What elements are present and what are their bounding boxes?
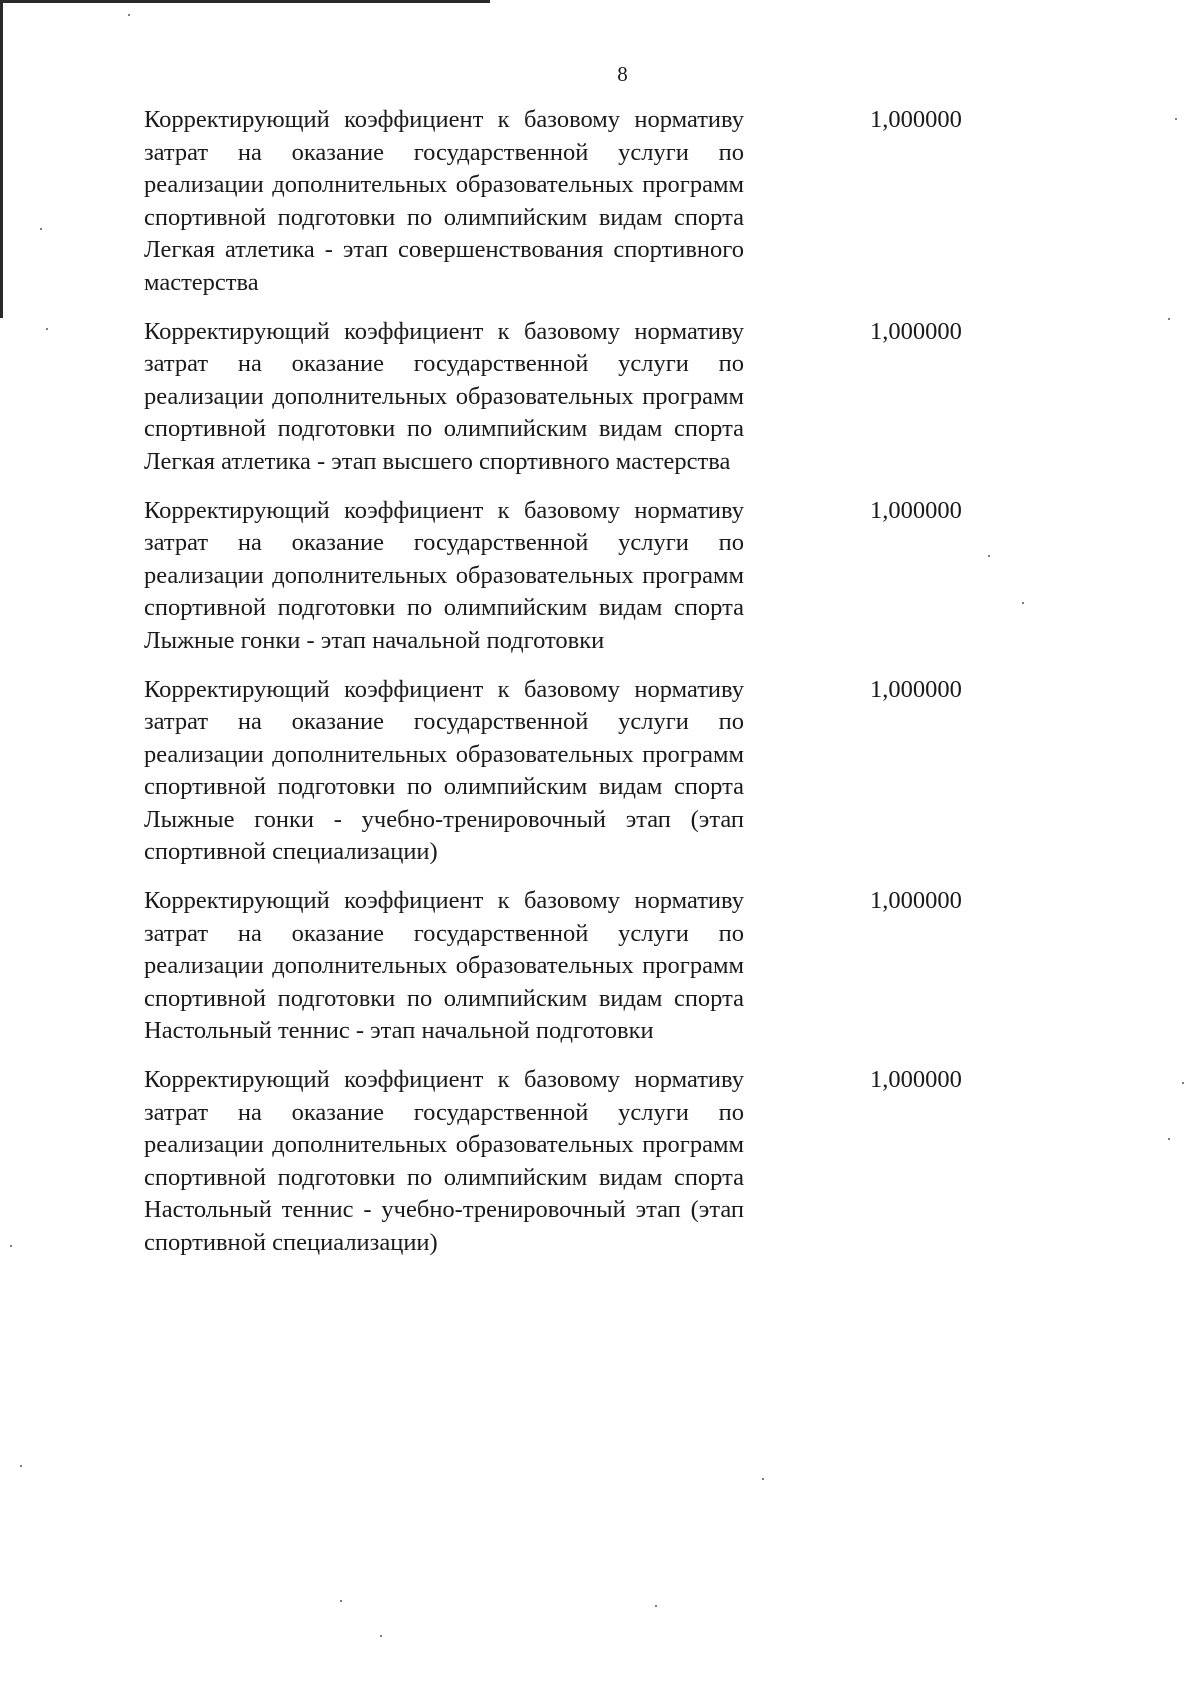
- scan-speck: [40, 228, 42, 230]
- coefficient-row: [144, 104, 994, 300]
- scan-top-rule-dash: [285, 0, 307, 3]
- coefficient-row: [144, 674, 994, 870]
- scan-top-rule-dash: [455, 0, 477, 3]
- coefficient-row: [144, 316, 994, 479]
- coefficient-row: [144, 885, 994, 1048]
- scan-speck: [10, 1245, 12, 1247]
- coefficient-value: 1,000000: [870, 106, 962, 133]
- coefficient-description: Корректирующий коэффициент к базовому нормативу затрат на оказание государственной услуги по реализации дополнительных образовательных программ спортивной подготовки по олимпийским видам спорта Легкая атлетика - этап совершенствования спортивного мастерства: [144, 106, 744, 296]
- coefficient-description: Корректирующий коэффициент к базовому нормативу затрат на оказание государственной услуги по реализации дополнительных образовательных программ спортивной подготовки по олимпийским видам спорта Настольный теннис - учебно-тренировочный этап (этап спортивной специализации): [144, 1066, 744, 1256]
- scan-top-rule-dash: [418, 0, 428, 3]
- scan-speck: [380, 1635, 382, 1637]
- scan-top-rule-dash: [318, 0, 346, 3]
- scan-speck: [20, 1465, 22, 1467]
- scan-speck: [1168, 318, 1170, 320]
- scan-speck: [128, 14, 130, 16]
- coefficient-list: [144, 104, 994, 1276]
- coefficient-description: Корректирующий коэффициент к базовому нормативу затрат на оказание государственной услуги по реализации дополнительных образовательных программ спортивной подготовки по олимпийским видам спорта Легкая атлетика - этап высшего спортивного мастерства: [144, 317, 744, 475]
- scan-speck: [1175, 118, 1177, 120]
- scan-top-rule: [0, 0, 490, 3]
- scan-speck: [46, 328, 48, 330]
- coefficient-row: [144, 1064, 994, 1260]
- scan-speck: [340, 1600, 342, 1602]
- scan-speck: [655, 1605, 657, 1607]
- coefficient-description: Корректирующий коэффициент к базовому нормативу затрат на оказание государственной услуги по реализации дополнительных образовательных программ спортивной подготовки по олимпийским видам спорта Лыжные гонки - учебно-тренировочный этап (этап спортивной специализации): [144, 675, 744, 866]
- scan-left-edge: [0, 0, 3, 318]
- scan-speck: [762, 1478, 764, 1480]
- coefficient-value: 1,000000: [870, 1066, 962, 1094]
- page-number: 8: [617, 62, 628, 86]
- coefficient-description: Корректирующий коэффициент к базовому нормативу затрат на оказание государственной услуги по реализации дополнительных образовательных программ спортивной подготовки по олимпийским видам спорта Настольный теннис - этап начальной подготовки: [144, 887, 744, 1045]
- coefficient-value: 1,000000: [870, 496, 962, 524]
- scan-speck: [1022, 602, 1024, 604]
- coefficient-value: 1,000000: [870, 887, 962, 915]
- coefficient-description: Корректирующий коэффициент к базовому нормативу затрат на оказание государственной услуги по реализации дополнительных образовательных программ спортивной подготовки по олимпийским видам спорта Лыжные гонки - этап начальной подготовки: [144, 496, 744, 654]
- scan-speck: [1182, 1082, 1184, 1084]
- coefficient-row: [144, 495, 994, 658]
- coefficient-value: 1,000000: [870, 317, 962, 345]
- scan-speck: [1168, 1138, 1170, 1140]
- coefficient-value: 1,000000: [870, 675, 962, 703]
- scan-top-rule-dash: [360, 0, 378, 3]
